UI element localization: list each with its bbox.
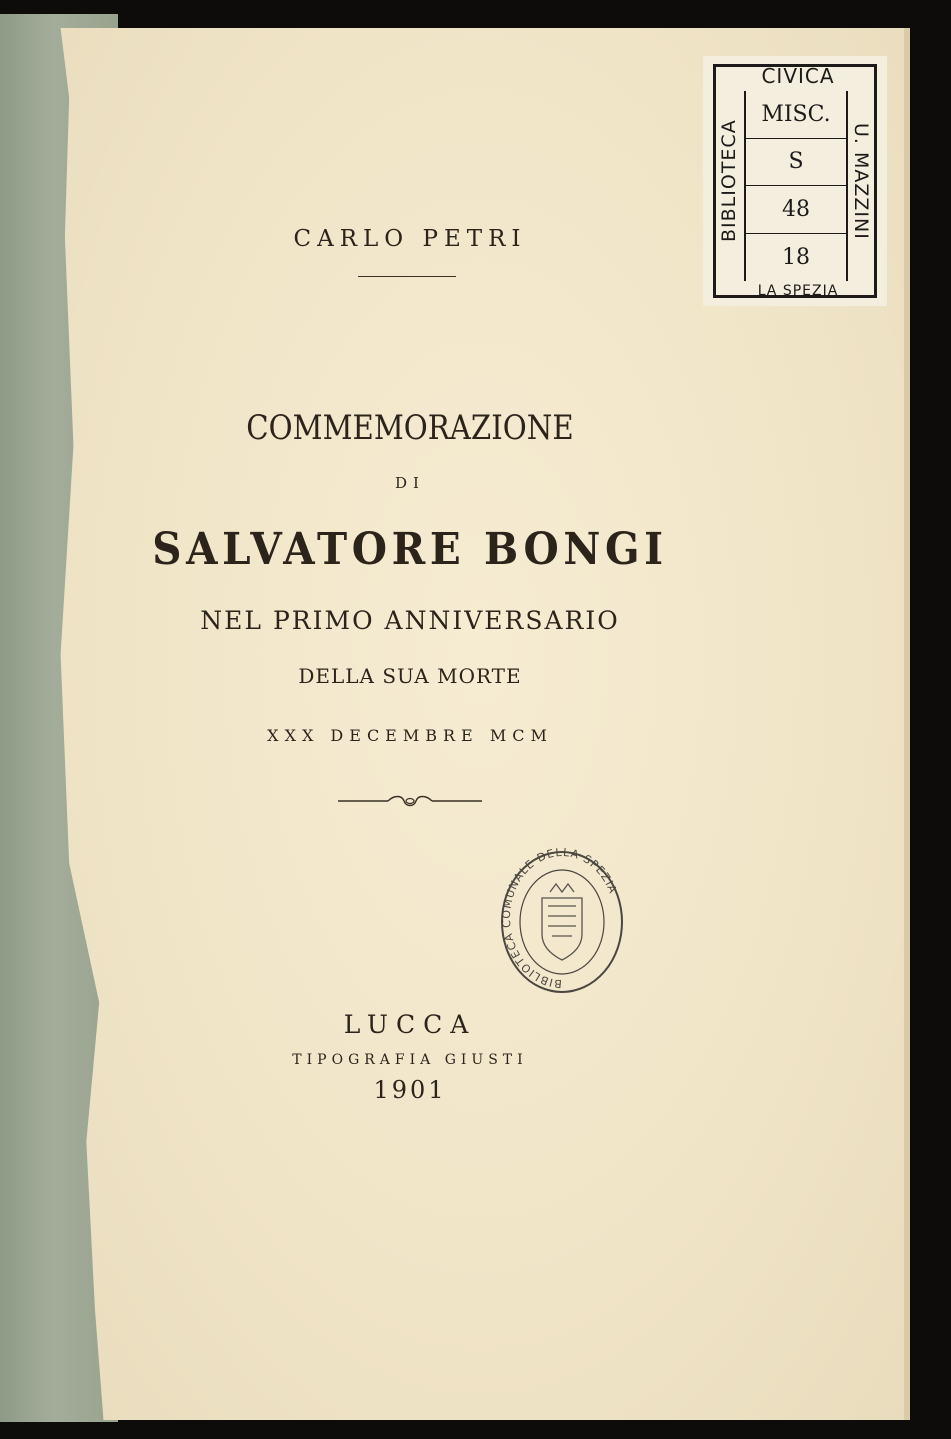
library-stamp	[498, 848, 626, 996]
stamp-crest-icon	[542, 884, 582, 960]
library-label	[703, 56, 887, 306]
author-rule	[358, 276, 456, 277]
label-left-text: BIBLIOTECA	[718, 119, 740, 243]
shelfmark-cell: 18	[782, 244, 810, 270]
stamp-text: BIBLIOTECA COMUNALE DELLA SPEZIA	[499, 848, 620, 991]
label-bottom-text: LA SPEZIA	[757, 283, 839, 299]
shelfmark-cell: S	[746, 139, 846, 187]
author-name: CARLO PETRI	[293, 226, 527, 252]
label-right-text: U. MAZZINI	[850, 122, 872, 240]
shelfmark-cell: 48	[746, 186, 846, 234]
label-top-text: CIVICA	[761, 64, 835, 88]
shelfmark-box	[744, 91, 848, 281]
shelfmark-cell: MISC.	[746, 91, 846, 139]
imprint-place: LUCCA	[343, 1010, 477, 1039]
title-line-2: DI	[395, 474, 425, 492]
title-line-5: DELLA SUA MORTE	[298, 664, 522, 688]
imprint-year: 1901	[373, 1076, 447, 1104]
title-line-1: COMMEMORAZIONE	[246, 408, 574, 448]
title-line-4: NEL PRIMO ANNIVERSARIO	[200, 606, 620, 635]
title-line-3: SALVATORE BONGI	[152, 524, 668, 575]
imprint-printer: TIPOGRAFIA GIUSTI	[292, 1052, 528, 1068]
library-label-frame	[713, 64, 877, 298]
title-line-6: XXX DECEMBRE MCM	[267, 726, 553, 745]
ornament-divider	[338, 792, 482, 810]
